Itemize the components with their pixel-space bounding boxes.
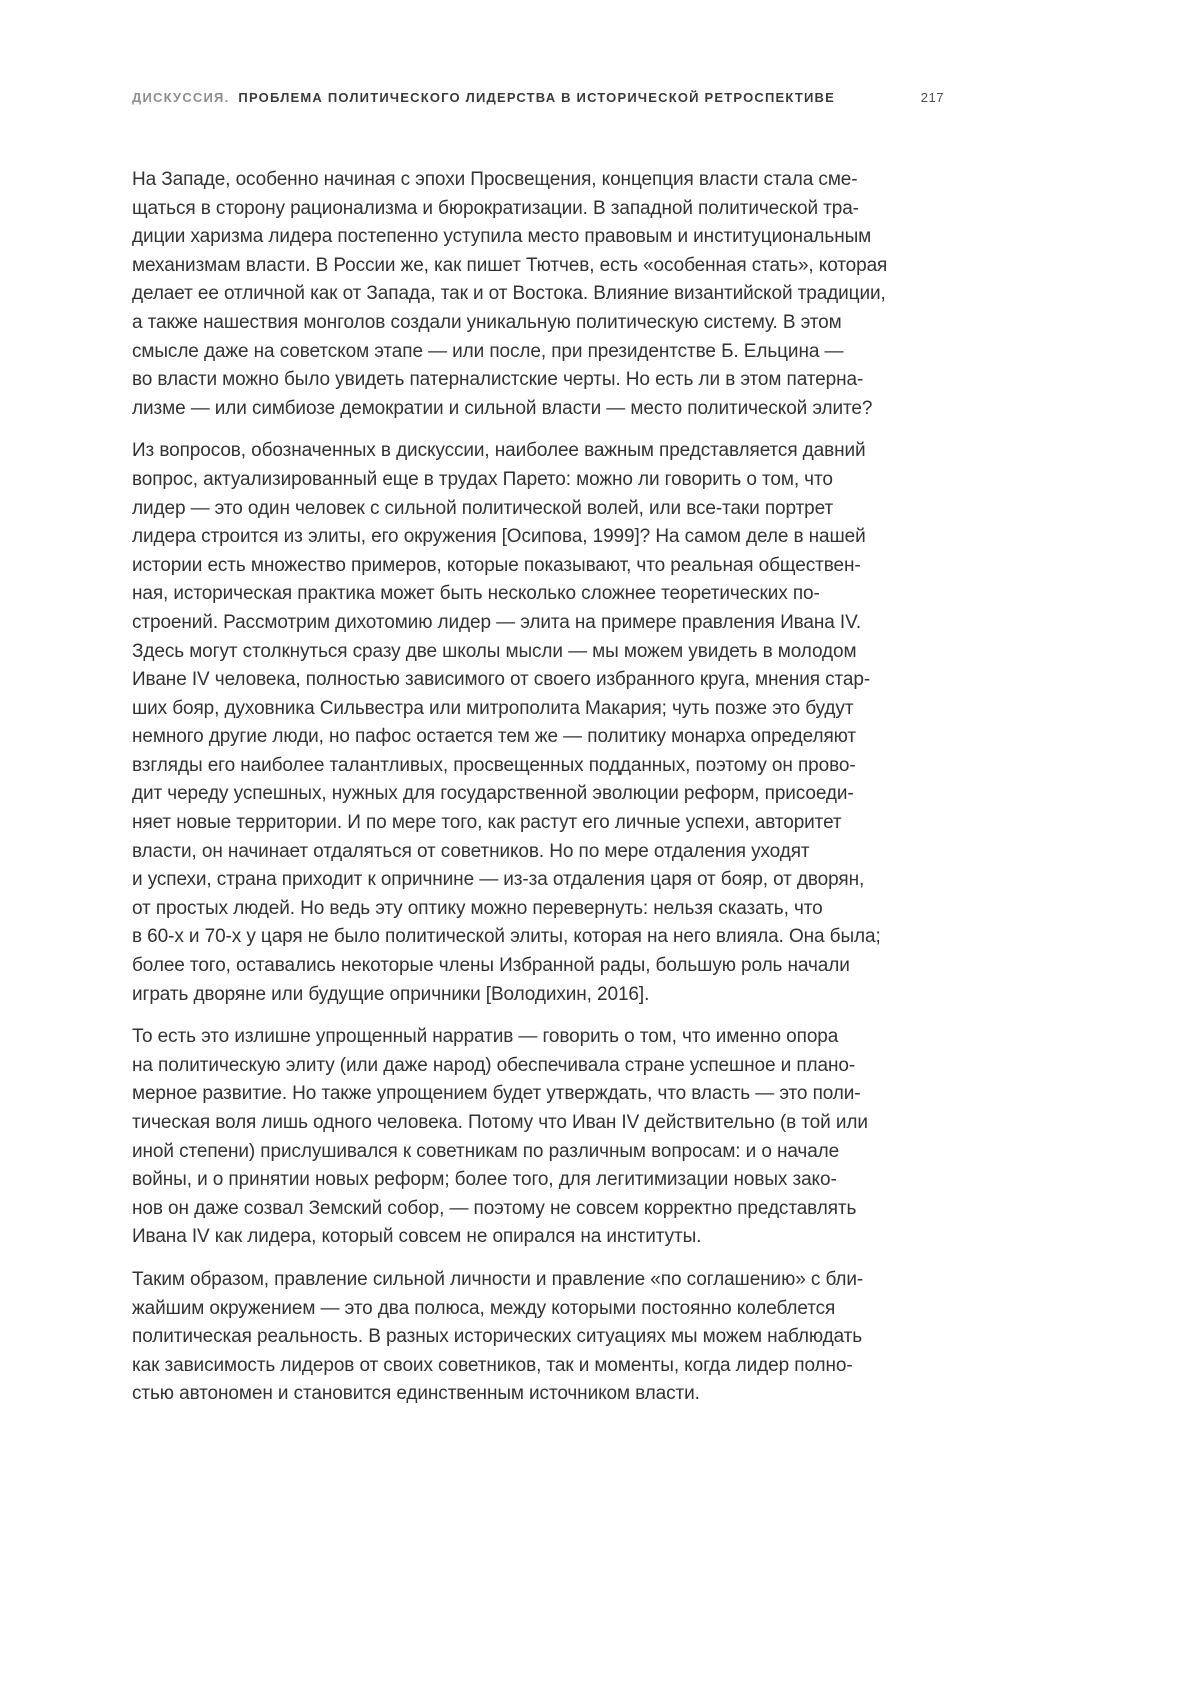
page-number: 217 <box>920 90 944 105</box>
paragraph: Таким образом, правление сильной личности и правление «по соглашению» с бли- жайшим окружением — это два полюса, между которыми постоянно колеблется политическая реальность. В разных исторических ситуациях мы можем наблюдать как зависимость лидеров от своих советников, так и моменты, когда лидер полно- стью автономен и становится единственным источником власти. <box>132 1268 864 1405</box>
paragraph: На Западе, особенно начиная с эпохи Просвещения, концепция власти стала сме- щаться в сторону рационализма и бюрократизации. В западной политической тра- диции харизма лидера постепенно уступила место правовым и институциональным механизмам власти. В России же, как пишет Тютчев, есть «особенная стать», которая делает ее отличной как от Запада, так и от Востока. Влияние византийской традиции, а также нашествия монголов создали уникальную политическую систему. В этом смысле даже на советском этапе — или после, при президентстве Б. Ельцина — во власти можно было увидеть патерналистские черты. Но есть ли в этом патерна- лизме — или симбиозе демократии и сильной власти — место политической элите? <box>132 169 888 419</box>
chapter-title: ПРОБЛЕМА ПОЛИТИЧЕСКОГО ЛИДЕРСТВА В ИСТОРИЧЕСКОЙ РЕТРОСПЕКТИВЕ <box>238 90 835 105</box>
running-head-text <box>132 90 835 106</box>
paragraph: Из вопросов, обозначенных в дискуссии, наиболее важным представляется давний вопрос, актуализированный еще в трудах Парето: можно ли говорить о том, что лидер — это один человек с сильной политической волей, или все-таки портрет лидера строится из элиты, его окружения [Осипова, 1999]? На самом деле в нашей истории есть множество примеров, которые показывают, что реальная обществен- ная, историческая практика может быть несколько сложнее теоретических по- строений. Рассмотрим дихотомию лидер — элита на примере правления Ивана IV. Здесь могут столкнуться сразу две школы мысли — мы можем увидеть в молодом Иване IV человека, полностью зависимого от своего избранного круга, мнения стар- ших бояр, духовника Сильвестра или митрополита Макария; чуть позже это будут немного другие люди, но пафос остается тем же — политику монарха определяют взгляды его наиболее талантливых, просвещенных подданных, поэтому он прово- дит череду успешных, нужных для государственной эволюции реформ, присоеди- няет новые территории. И по мере того, как растут его личные успехи, авторитет власти, он начинает отдаляться от советников. Но по мере отдаления уходят и успехи, страна приходит к опричнине — из-за отдаления царя от бояр, от дворян, от простых людей. Но ведь эту оптику можно перевернуть: нельзя сказать, что в 60-х и 70-х у царя не было политической элиты, которая на него влияла. Она была; более того, оставались некоторые члены Избранной рады, большую роль начали играть дворяне или будущие опричники [Володихин, 2016]. <box>132 440 881 1005</box>
paragraph: То есть это излишне упрощенный нарратив — говорить о том, что именно опора на политическую элиту (или даже народ) обеспечивала стране успешное и плано- мерное развитие. Но также упрощением будет утверждать, что власть — это поли- тическая воля лишь одного человека. Потому что Иван IV действительно (в той или иной степени) прислушивался к советникам по различным вопросам: и о начале войны, и о принятии новых реформ; более того, для легитимизации новых зако- нов он даже созвал Земский собор, — поэтому не совсем корректно представлять Ивана IV как лидера, который совсем не опирался на институты. <box>132 1026 868 1248</box>
running-head <box>132 90 944 106</box>
section-label: ДИСКУССИЯ. <box>132 90 230 105</box>
body-text <box>132 166 962 1423</box>
